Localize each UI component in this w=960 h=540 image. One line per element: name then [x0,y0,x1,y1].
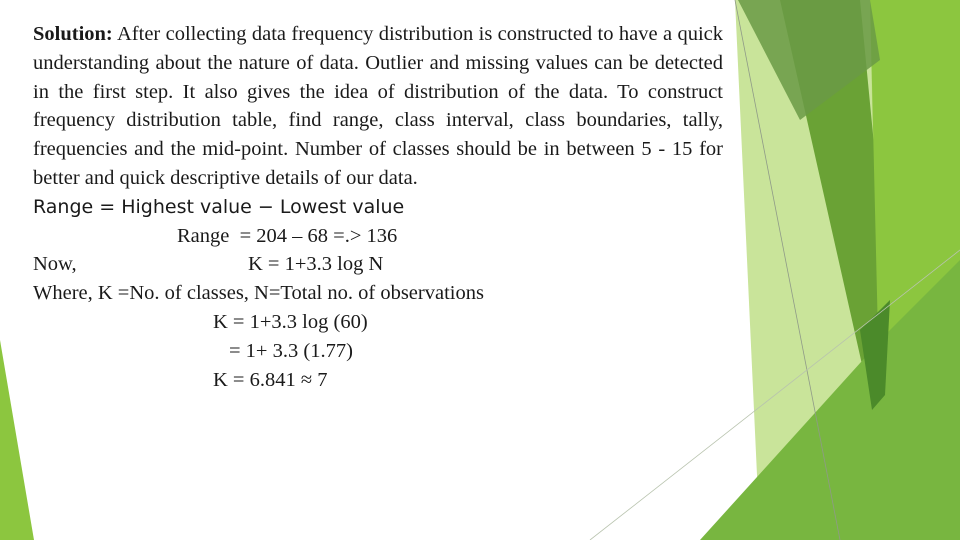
k-step-1: K = 1+3.3 log (60) [213,310,368,333]
k-step-2: = 1+ 3.3 (1.77) [229,339,353,362]
solution-text: After collecting data frequency distribution is constructed to have a quick understanding about the nature of data. Outlier and missing values can be detected in the first step. It also gives the idea of distribution of the data. To construct frequency distribution table, find range, class interval, class boundaries, tally, frequencies and the mid-point. Number of classes should be in between 5 - 15 for better and quick descriptive details of our data. [33,23,723,189]
slide-content [33,20,723,394]
now-label: Now, [33,253,77,276]
k-formula: K = 1+3.3 log N [248,253,384,276]
range-calculation: Range = 204 – 68 =.> 136 [177,224,398,247]
now-line [33,250,723,279]
k-result: K = 6.841 ≈ 7 [213,368,328,391]
range-definition: Range = Highest value − Lowest value [33,195,405,218]
solution-paragraph [33,20,723,193]
left-accent-shape [0,340,34,540]
where-line: Where, K =No. of classes, N=Total no. of observations [33,282,484,305]
solution-label: Solution: [33,23,113,45]
